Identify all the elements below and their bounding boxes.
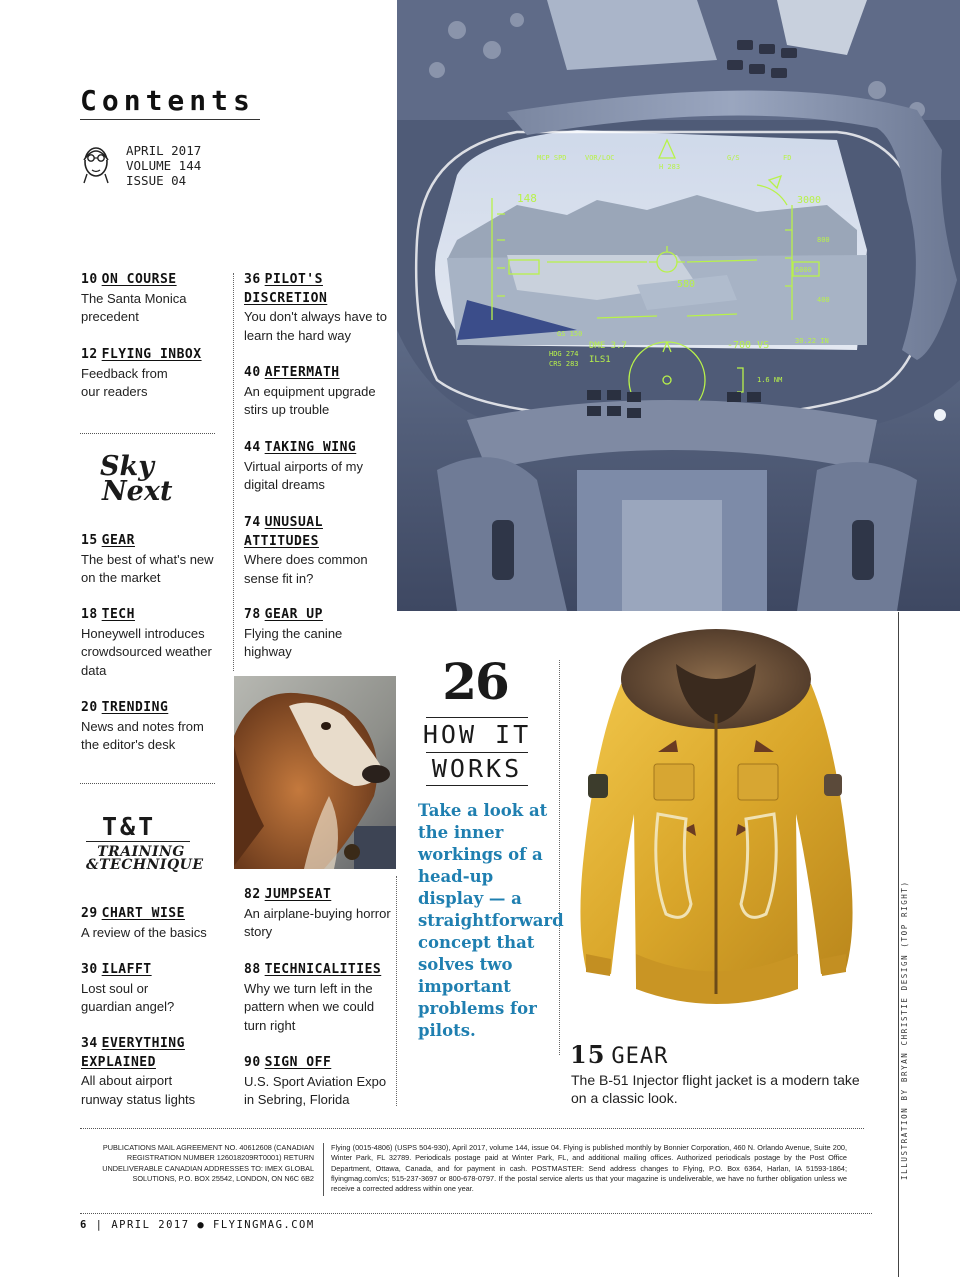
footer-date: APRIL 2017 bbox=[111, 1219, 190, 1231]
toc-item[interactable] bbox=[81, 1035, 216, 1109]
publication-statement: Flying (0015-4806) (USPS 504-930), April 2017, volume 144, issue 04. Flying is published monthly by Bonnier Corporation, 460 N. Orlando Avenue, Suite 200, Winter Park, FL 32789. Periodicals postage paid at Winter Park, FL, and additional mailing offices. Authorized periodicals postage by the Post Office Department, Ottawa, Canada, and for payment in cash. POSTMASTER: Send address changes to Flying, P.O. Box 6364, Harlan, IA 51593-1864; flyingmag.com/cs; 515-237-3697 or 800-678-0797. If the postal service alerts us that your magazine is undeliverable, we have no further obligation unless we receive a corrected address within one year. bbox=[331, 1143, 847, 1194]
feature-page-number: 26 bbox=[442, 652, 508, 711]
column-divider bbox=[559, 660, 560, 1055]
issue-date: APRIL 2017 bbox=[126, 143, 202, 158]
hud-cockpit-illustration bbox=[397, 0, 960, 611]
toc-item[interactable] bbox=[244, 1054, 394, 1110]
feature-rule-mid bbox=[426, 752, 528, 753]
toc-item[interactable] bbox=[81, 271, 231, 327]
tt-sub-line2: &TECHNIQUE bbox=[86, 857, 204, 873]
toc-section-name[interactable]: TECHNICALITIES bbox=[264, 962, 382, 977]
toc-page-number: 36 bbox=[244, 272, 261, 287]
toc-section-name[interactable]: CHART WISE bbox=[101, 906, 185, 921]
toc-item[interactable] bbox=[81, 346, 221, 402]
hud-dme: DME 3.7 bbox=[589, 341, 627, 351]
toc-item[interactable] bbox=[244, 271, 394, 345]
sky-next-line2: Next bbox=[102, 476, 173, 507]
toc-page-number: 88 bbox=[244, 962, 261, 977]
toc-item[interactable] bbox=[81, 532, 231, 588]
toc-description: A review of the basics bbox=[81, 924, 207, 940]
toc-description: An airplane-buying horror story bbox=[244, 905, 391, 939]
tt-logo: T&T bbox=[102, 812, 157, 841]
column-divider bbox=[233, 273, 234, 671]
hud-gs-label: G/S bbox=[727, 154, 740, 162]
hud-fd: FD bbox=[783, 154, 792, 162]
footer-divider bbox=[80, 1213, 872, 1214]
feature-rule-bottom bbox=[426, 785, 528, 786]
hud-speed: 148 bbox=[517, 192, 537, 205]
toc-page-number: 40 bbox=[244, 365, 261, 380]
tt-subtitle bbox=[86, 844, 204, 873]
hud-vor-loc: VOR/LOC bbox=[585, 154, 615, 162]
toc-section-name[interactable]: GEAR UP bbox=[264, 607, 323, 622]
section-divider bbox=[80, 433, 215, 434]
hud-gs150: GS 150 bbox=[557, 330, 583, 338]
toc-section-name[interactable]: ON COURSE bbox=[101, 272, 177, 287]
toc-item[interactable] bbox=[81, 905, 231, 942]
issue-volume: VOLUME 144 bbox=[126, 158, 202, 173]
toc-description: U.S. Sport Aviation Expo in Sebring, Florida bbox=[244, 1073, 387, 1107]
toc-page-number: 74 bbox=[244, 515, 261, 530]
toc-item[interactable] bbox=[81, 606, 216, 680]
toc-section-name[interactable]: EVERYTHING EXPLAINED bbox=[81, 1036, 185, 1070]
hud-crs: CRS 283 bbox=[549, 360, 579, 368]
toc-description: You don't always have to learn the hard way bbox=[244, 309, 387, 343]
toc-item[interactable] bbox=[81, 961, 191, 1017]
toc-item[interactable] bbox=[244, 364, 394, 420]
hud-580: 580 bbox=[677, 279, 696, 290]
publications-mail-info: PUBLICATIONS MAIL AGREEMENT NO. 40612608 (CANADIAN REGISTRATION NUMBER 126018209RT0001) RETURN UNDELIVERABLE CANADIAN ADDRESSES TO: IMEX GLOBAL SOLUTIONS, P.O. BOX 25542, LONDON, ON N6C 6B2 bbox=[102, 1143, 314, 1183]
toc-page-number: 30 bbox=[81, 962, 98, 977]
toc-page-number: 10 bbox=[81, 272, 98, 287]
hud-mcp-spd: MCP SPD bbox=[537, 154, 567, 162]
toc-page-number: 44 bbox=[244, 440, 261, 455]
column-divider bbox=[396, 876, 397, 1106]
issue-info bbox=[126, 143, 201, 188]
footer-divider bbox=[80, 1128, 864, 1129]
tt-sub-line1: TRAINING bbox=[97, 844, 185, 860]
page-footer: 6 | APRIL 2017 ● FLYINGMAG.COM bbox=[80, 1219, 315, 1231]
toc-description: Feedback from our readers bbox=[81, 365, 168, 399]
toc-description: Lost soul or guardian angel? bbox=[81, 980, 175, 1014]
toc-page-number: 90 bbox=[244, 1055, 261, 1070]
toc-page-number: 15 bbox=[81, 533, 98, 548]
toc-description: Where does common sense fit in? bbox=[244, 552, 368, 586]
page-title: Contents bbox=[80, 84, 255, 117]
gear-label[interactable]: GEAR bbox=[611, 1044, 669, 1069]
toc-description: News and notes from the editor's desk bbox=[81, 718, 204, 752]
toc-item[interactable] bbox=[244, 439, 394, 495]
dog-photo bbox=[234, 676, 396, 869]
hud-hdg: HDG 274 bbox=[549, 350, 579, 358]
toc-description: Honeywell introduces crowdsourced weather data bbox=[81, 625, 212, 678]
issue-number: ISSUE 04 bbox=[126, 173, 187, 188]
toc-section-name[interactable]: SIGN OFF bbox=[264, 1055, 332, 1070]
hud-400: 400 bbox=[817, 296, 830, 304]
toc-page-number: 20 bbox=[81, 700, 98, 715]
feature-title-line2: WORKS bbox=[431, 754, 523, 783]
toc-section-name[interactable]: GEAR bbox=[101, 533, 135, 548]
right-margin-rule bbox=[898, 612, 899, 1277]
aviator-head-icon bbox=[79, 140, 113, 184]
toc-section-name[interactable]: TAKING WING bbox=[264, 440, 357, 455]
toc-page-number: 12 bbox=[81, 347, 98, 362]
hud-nm: 1.6 NM bbox=[757, 376, 783, 384]
toc-description: Flying the canine highway bbox=[244, 625, 343, 659]
toc-page-number: 18 bbox=[81, 607, 98, 622]
toc-description: All about airport runway status lights bbox=[81, 1073, 196, 1107]
hud-800: 800 bbox=[817, 236, 830, 244]
pub-divider bbox=[323, 1143, 324, 1196]
hud-ils: ILS1 bbox=[589, 355, 611, 365]
sky-next-logo bbox=[100, 451, 173, 507]
hud-heading: H 283 bbox=[659, 163, 681, 171]
section-divider bbox=[80, 783, 215, 784]
title-rule bbox=[80, 119, 260, 120]
illustration-credit-text: ILLUSTRATION BY BRYAN CHRISTIE DESIGN (TOP RIGHT) bbox=[900, 880, 909, 1180]
toc-page-number: 78 bbox=[244, 607, 261, 622]
toc-page-number: 82 bbox=[244, 887, 261, 902]
toc-section-name[interactable]: UNUSUAL ATTITUDES bbox=[244, 515, 323, 549]
toc-section-name[interactable]: ILAFFT bbox=[101, 962, 152, 977]
toc-section-name[interactable]: JUMPSEAT bbox=[264, 887, 332, 902]
gear-caption-title bbox=[570, 1040, 668, 1069]
toc-description: The best of what's new on the market bbox=[81, 551, 214, 585]
toc-item[interactable] bbox=[81, 699, 216, 755]
illustration-credit bbox=[900, 880, 916, 1180]
toc-section-name[interactable]: TECH bbox=[101, 607, 135, 622]
toc-description: The Santa Monica precedent bbox=[81, 290, 187, 324]
hud-baro: 30.22 IN bbox=[795, 337, 829, 345]
gear-caption: The B-51 Injector flight jacket is a modern take on a classic look. bbox=[571, 1072, 860, 1106]
toc-description: Why we turn left in the pattern when we could turn right bbox=[244, 980, 375, 1033]
toc-item[interactable] bbox=[244, 886, 394, 942]
toc-section-name[interactable]: PILOT'S DISCRETION bbox=[244, 272, 328, 306]
toc-item[interactable] bbox=[244, 606, 354, 662]
footer-website[interactable]: FLYINGMAG.COM bbox=[213, 1219, 315, 1231]
toc-section-name[interactable]: AFTERMATH bbox=[264, 365, 340, 380]
toc-description: An equipment upgrade stirs up trouble bbox=[244, 383, 376, 417]
tt-rule bbox=[86, 841, 190, 842]
gear-page-number: 15 bbox=[570, 1040, 606, 1069]
toc-section-name[interactable]: TRENDING bbox=[101, 700, 169, 715]
toc-page-number: 29 bbox=[81, 906, 98, 921]
toc-description: Virtual airports of my digital dreams bbox=[244, 458, 363, 492]
footer-page-number: 6 bbox=[80, 1219, 88, 1231]
feature-title[interactable] bbox=[420, 718, 534, 786]
feature-blurb: Take a look at the inner workings of a head-up display — a straightforward concept that solves two important problems for pilots. bbox=[418, 801, 564, 1040]
toc-section-name[interactable]: FLYING INBOX bbox=[101, 347, 202, 362]
hud-alt-box: 6000 bbox=[795, 266, 812, 274]
sky-next-line1: Sky bbox=[100, 451, 154, 482]
toc-item[interactable] bbox=[244, 961, 389, 1035]
toc-item[interactable] bbox=[244, 514, 384, 588]
hud-altitude: 3000 bbox=[797, 195, 822, 206]
hud-vs: -700 VS bbox=[727, 340, 770, 351]
feature-title-line1: HOW IT bbox=[422, 720, 532, 749]
toc-page-number: 34 bbox=[81, 1036, 98, 1051]
flight-jacket-photo bbox=[566, 624, 866, 1034]
